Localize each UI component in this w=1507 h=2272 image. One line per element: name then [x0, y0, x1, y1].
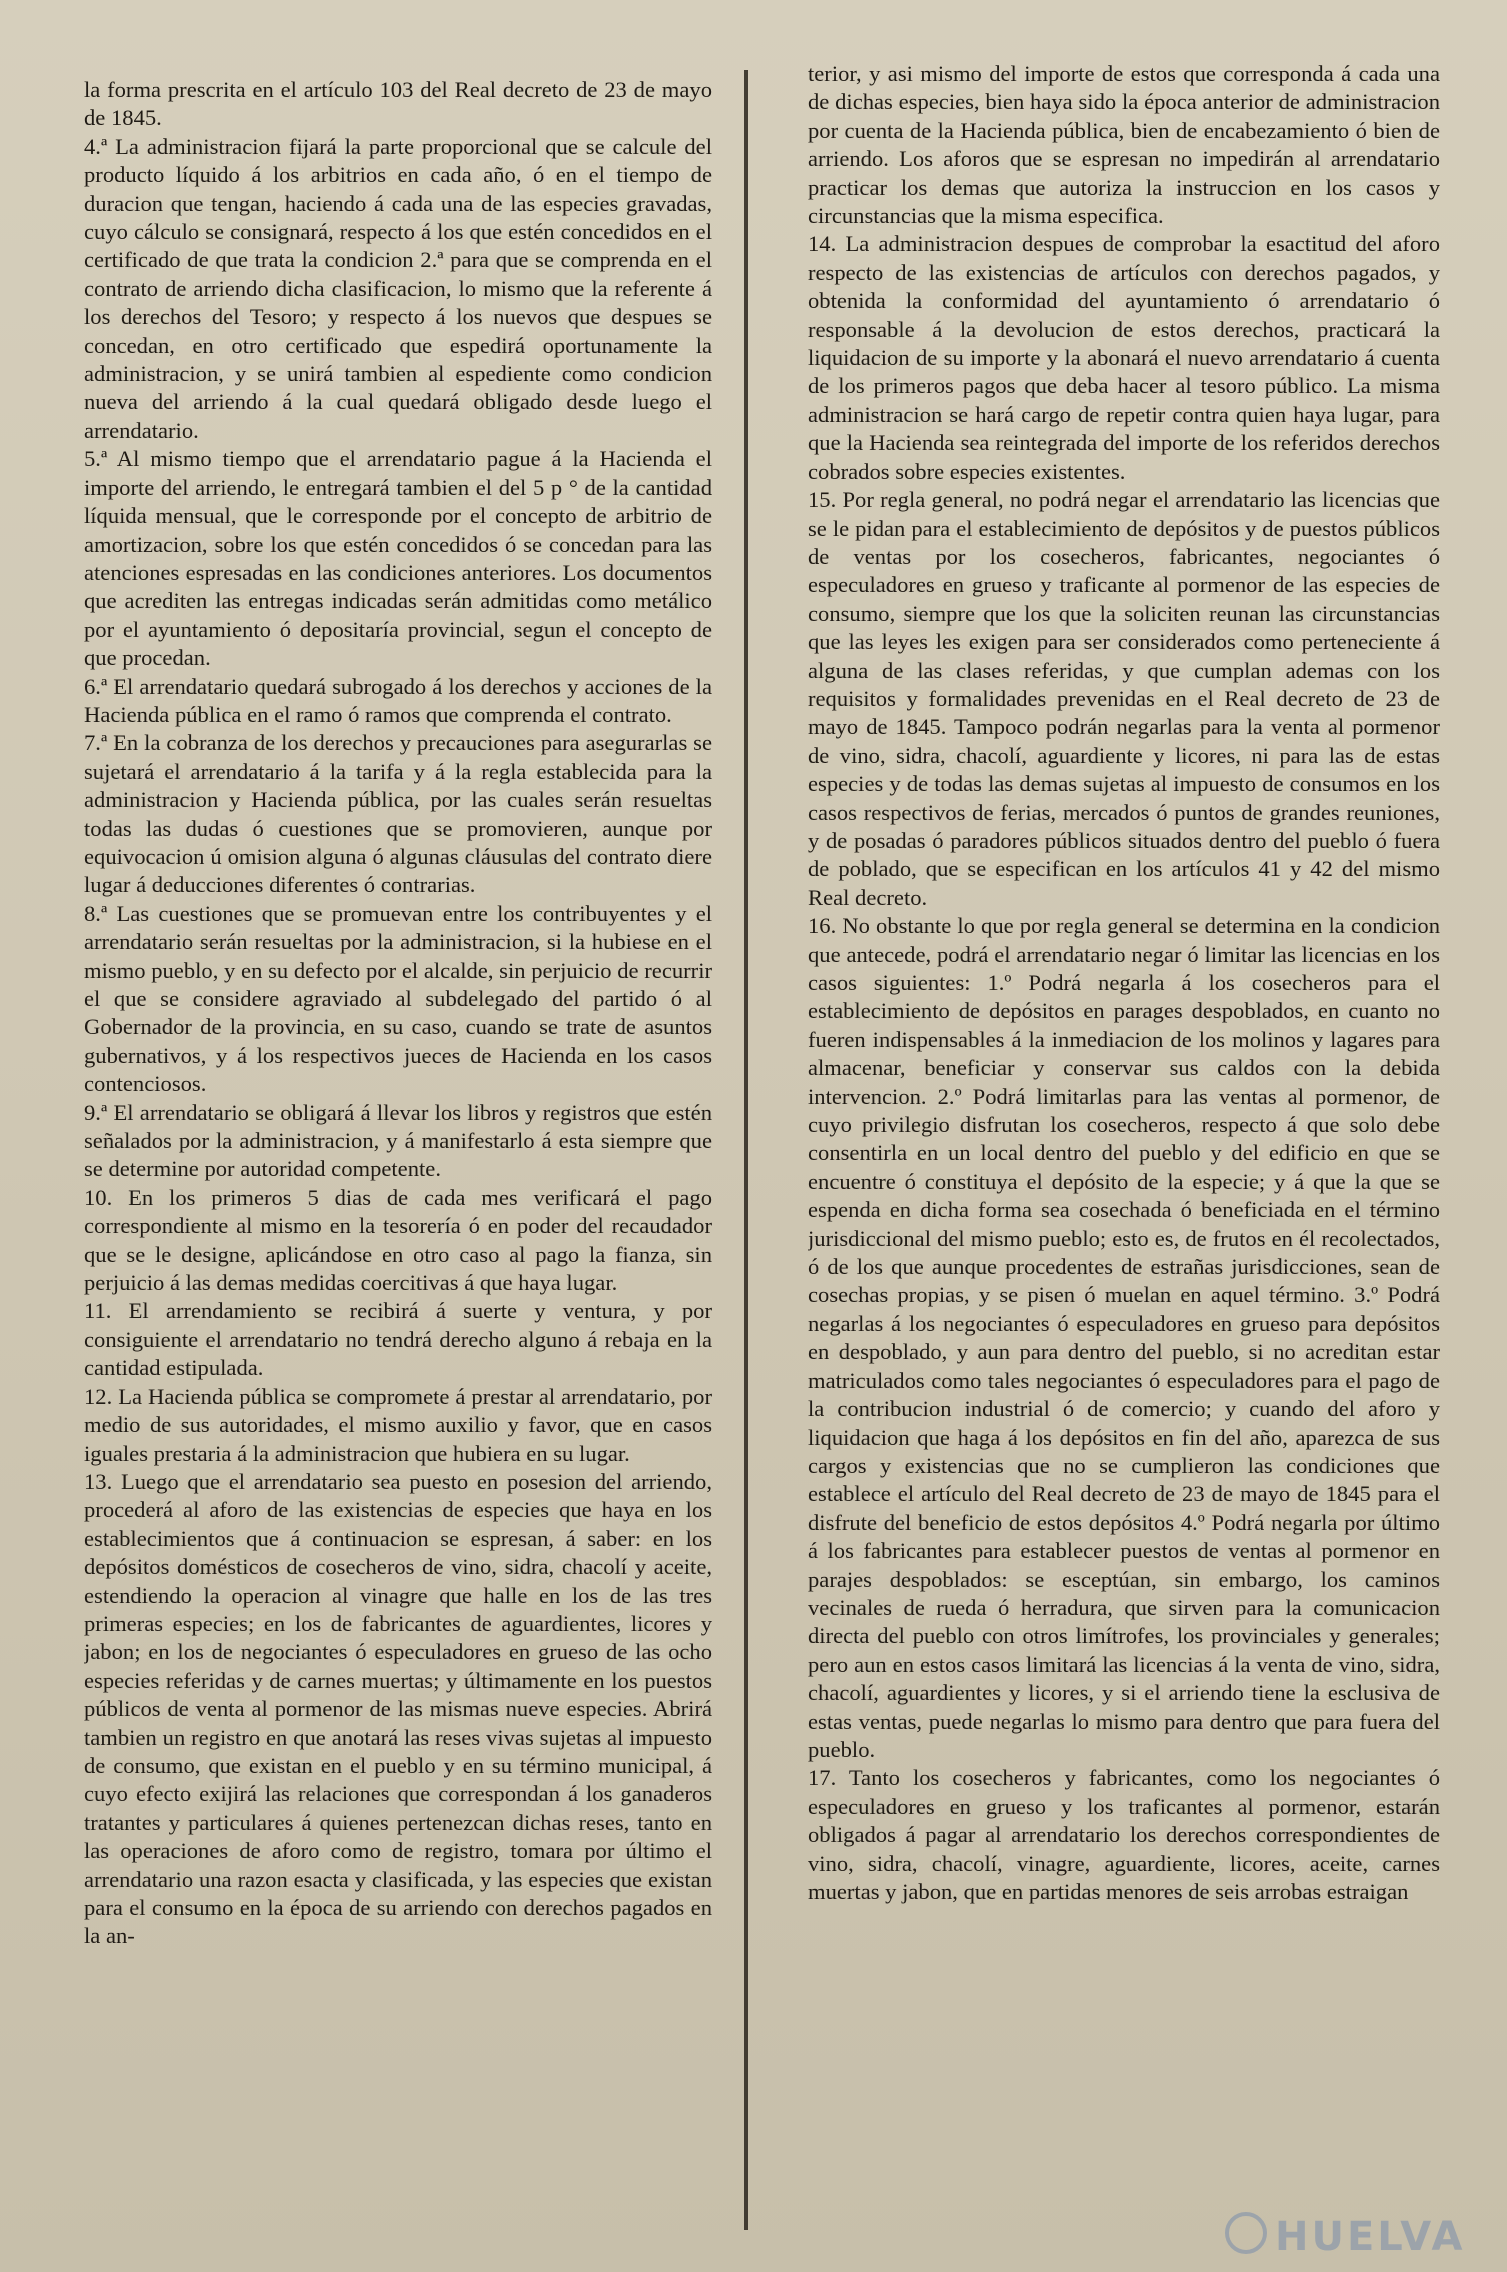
paragraph-15: 15. Por regla general, no podrá negar el arrendatario las licencias que se le pidan para el establecimiento de depósitos y de puestos públicos de ventas por los cosecheros, fabricantes, negociantes ó especuladores en grueso y traficante al pormenor de las especies de consumo, siempre que los que la soliciten reunan las circunstancias que las leyes les exigen para ser considerados como perteneciente á alguna de las clases referidas, y que cumplan ademas con los requisitos y formalidades prevenidas en el Real decreto de 23 de mayo de 1845. Tampoco podrán negarlas para la venta al pormenor de vino, sidra, chacolí, aguardiente y licores, ni para las de estas especies y de todas las demas sujetas al impuesto de consumos en los casos respectivos de ferias, mercados ó puntos de grandes reuniones, y de posadas ó paradores públicos situados dentro del pueblo ó fuera de poblado, que se especifican en los artículos 41 y 42 del mismo Real decreto. — [808, 487, 1440, 910]
watermark-text: HUELVA — [1275, 2214, 1466, 2260]
paragraph-10: 10. En los primeros 5 dias de cada mes verificará el pago correspondiente al mismo en la tesorería ó en poder del recaudador que se le designe, aplicándose en otro caso al pago la fianza, sin perjuicio á las demas medidas coercitivas á que haya lugar. — [84, 1184, 712, 1296]
paragraph-continuation: la forma prescrita en el artículo 103 del Real decreto de 23 de mayo de 1845. — [84, 77, 712, 131]
paragraph-13-continuation: terior, y asi mismo del importe de estos que corresponda á cada una de dichas especies, bien haya sido la época anterior de administracion por cuenta de la Hacienda pública, bien de encabezamiento ó bien de arriendo. Los aforos que se espresan no impedirán al arrendatario practicar los demas que autoriza la instruccion en los casos y circunstancias que la misma especifica. — [808, 61, 1440, 229]
paragraph-6: 6.ª El arrendatario quedará subrogado á los derechos y acciones de la Hacienda pública en el ramo ó ramos que comprenda el contrato. — [84, 673, 712, 727]
paragraph-5: 5.ª Al mismo tiempo que el arrendatario pague á la Hacienda el importe del arriendo, le entregará tambien el del 5 p ° de la cantidad líquida mensual, que le corresponde por el concepto de arbitrio de amortizacion, sobre los que estén concedidos ó se concedan para las atenciones espresadas en las condiciones anteriores. Los documentos que acrediten las entregas indicadas serán admitidas como metálico por el ayuntamiento ó depositaría provincial, segun el concepto de que procedan. — [84, 446, 712, 671]
watermark — [1225, 2212, 1465, 2260]
watermark-logo-icon — [1225, 2212, 1267, 2254]
paragraph-9: 9.ª El arrendatario se obligará á llevar los libros y registros que estén señalados por la administracion, y á manifestarlo á esta siempre que se determine por autoridad competente. — [84, 1099, 712, 1182]
right-column — [808, 60, 1440, 2260]
paragraph-12: 12. La Hacienda pública se compromete á prestar al arrendatario, por medio de sus autoridades, el mismo auxilio y favor, que en casos iguales prestaria á la administracion que hubiera en su lugar. — [84, 1383, 712, 1466]
paragraph-7: 7.ª En la cobranza de los derechos y precauciones para asegurarlas se sujetará el arrendatario á la tarifa y á la regla establecida para la administracion y Hacienda pública, por las cuales serán resueltas todas las dudas ó cuestiones que se promovieren, aunque por equivocacion ú omision alguna ó algunas cláusulas del contrato diere lugar á deducciones diferentes ó contrarias. — [84, 730, 712, 898]
paragraph-16: 16. No obstante lo que por regla general se determina en la condicion que antecede, podrá el arrendatario negar ó limitar las licencias en los casos siguientes: 1.º Podrá negarla á los cosecheros para el establecimiento de depósitos en parages despoblados, en cuanto no fueren indispensables á la inmediacion de los molinos y lagares para almacenar, beneficiar y conservar sus caldos con la debida intervencion. 2.º Podrá limitarlas para las ventas al pormenor, de cuyo privilegio disfrutan los cosecheros, respecto á que solo debe consentirla en un local dentro del pueblo y del edificio en que se encuentre ó constituya el depósito de la especie; y á que la que se espenda en dicha forma sea cosechada ó beneficiada en el término jurisdiccional del mismo pueblo; esto es, de frutos en él recolectados, ó de los que aunque procedentes de estrañas jurisdicciones, sean de cosechas propias, y se pisen ó muelan en aquel término. 3.º Podrá negarlas á los negociantes ó especuladores en grueso para depósitos en despoblado, y aun para dentro del pueblo, si no acreditan estar matriculados como tales negociantes ó especuladores para el pago de la contribucion industrial ó de comercio; y cuando del aforo y liquidacion que haga á los depósitos en fin del año, aparezca de sus cargos y existencias que no se cumplieron las condiciones que establece el artículo del Real decreto de 23 de mayo de 1845 para el disfrute del beneficio de estos depósitos 4.º Podrá negarla por último á los fabricantes para establecer puestos de ventas al pormenor en parajes despoblados: se esceptúan, sin embargo, los caminos vecinales de rueda ó herradura, que sirven para la comunicacion directa del pueblo con otros limítrofes, los provinciales y generales; pero aun en estos casos limitará las licencias á la venta de vino, sidra, chacolí, aguardientes y licores, y si el arriendo tiene la esclusiva de estas ventas, puede negarlas lo mismo para dentro que para fuera del pueblo. — [808, 913, 1440, 1762]
paragraph-17: 17. Tanto los cosecheros y fabricantes, como los negociantes ó especuladores en grueso y los traficantes al pormenor, estarán obligados á pagar al arrendatario los derechos correspondientes de vino, sidra, chacolí, vinagre, aguardiente, licores, aceite, carnes muertas y jabon, que en partidas menores de seis arrobas estraigan — [808, 1765, 1440, 1904]
paragraph-11: 11. El arrendamiento se recibirá á suerte y ventura, y por consiguiente el arrendatario no tendrá derecho alguno á rebaja en la cantidad estipulada. — [84, 1298, 712, 1381]
paragraph-8: 8.ª Las cuestiones que se promuevan entre los contribuyentes y el arrendatario serán resueltas por la administracion, si la hubiese en el mismo pueblo, y en su defecto por el alcalde, sin perjuicio de recurrir el que se considere agraviado al subdelegado del partido ó al Gobernador de la provincia, en su caso, cuando se trate de asuntos gubernativos, y á los respectivos jueces de Hacienda en los casos contenciosos. — [84, 900, 712, 1097]
paragraph-14: 14. La administracion despues de comprobar la esactitud del aforo respecto de las existencias de artículos con derechos pagados, y obtenida la conformidad del ayuntamiento ó arrendatario ó responsable á la devolucion de estos derechos, practicará la liquidacion de su importe y la abonará el nuevo arrendatario á cuenta de los primeros pagos que deba hacer al tesoro público. La misma administracion se hará cargo de repetir contra quien haya lugar, para que la Hacienda sea reintegrada del importe de los referidos derechos cobrados sobre especies existentes. — [808, 231, 1440, 484]
left-column — [84, 76, 712, 2272]
paragraph-13: 13. Luego que el arrendatario sea puesto en posesion del arriendo, procederá al aforo de las existencias de especies que haya en los establecimientos que á continuacion se espresan, á saber: en los depósitos domésticos de cosecheros de vino, sidra, chacolí y aceite, estendiendo la operacion al vinagre que halle en los de las tres primeras especies; en los de fabricantes de aguardientes, licores y jabon; en los de negociantes ó especuladores en grueso de las ocho especies referidas y de carnes muertas; y últimamente en los puestos públicos de venta al pormenor de las mismas nueve especies. Abrirá tambien un registro en que anotará las reses vivas sujetas al impuesto de consumo, que existan en el pueblo y en su término municipal, á cuyo efecto exijirá las relaciones que correspondan á los ganaderos tratantes y particulares á quienes pertenezcan dichas reses, tanto en las operaciones de aforo como de registro, tomara por último el arrendatario una razon esacta y clasificada, y las especies que existan para el consumo en la época de su arriendo con derechos pagados en la an- — [84, 1468, 712, 1949]
paragraph-4: 4.ª La administracion fijará la parte proporcional que se calcule del producto líquido á los arbitrios en cada año, ó en el tiempo de duracion que tengan, haciendo á cada una de las especies gravadas, cuyo cálculo se consignará, respecto á los que estén concedidos en el certificado de que trata la condicion 2.ª para que se comprenda en el contrato de arriendo dicha clasificacion, lo mismo que la referente á los derechos del Tesoro; y respecto á los nuevos que despues se concedan, en otro certificado que espedirá oportunamente la administracion, y se unirá tambien al espediente como condicion nueva del arriendo á la cual quedará obligado desde luego el arrendatario. — [84, 133, 712, 443]
column-divider — [744, 70, 748, 2230]
